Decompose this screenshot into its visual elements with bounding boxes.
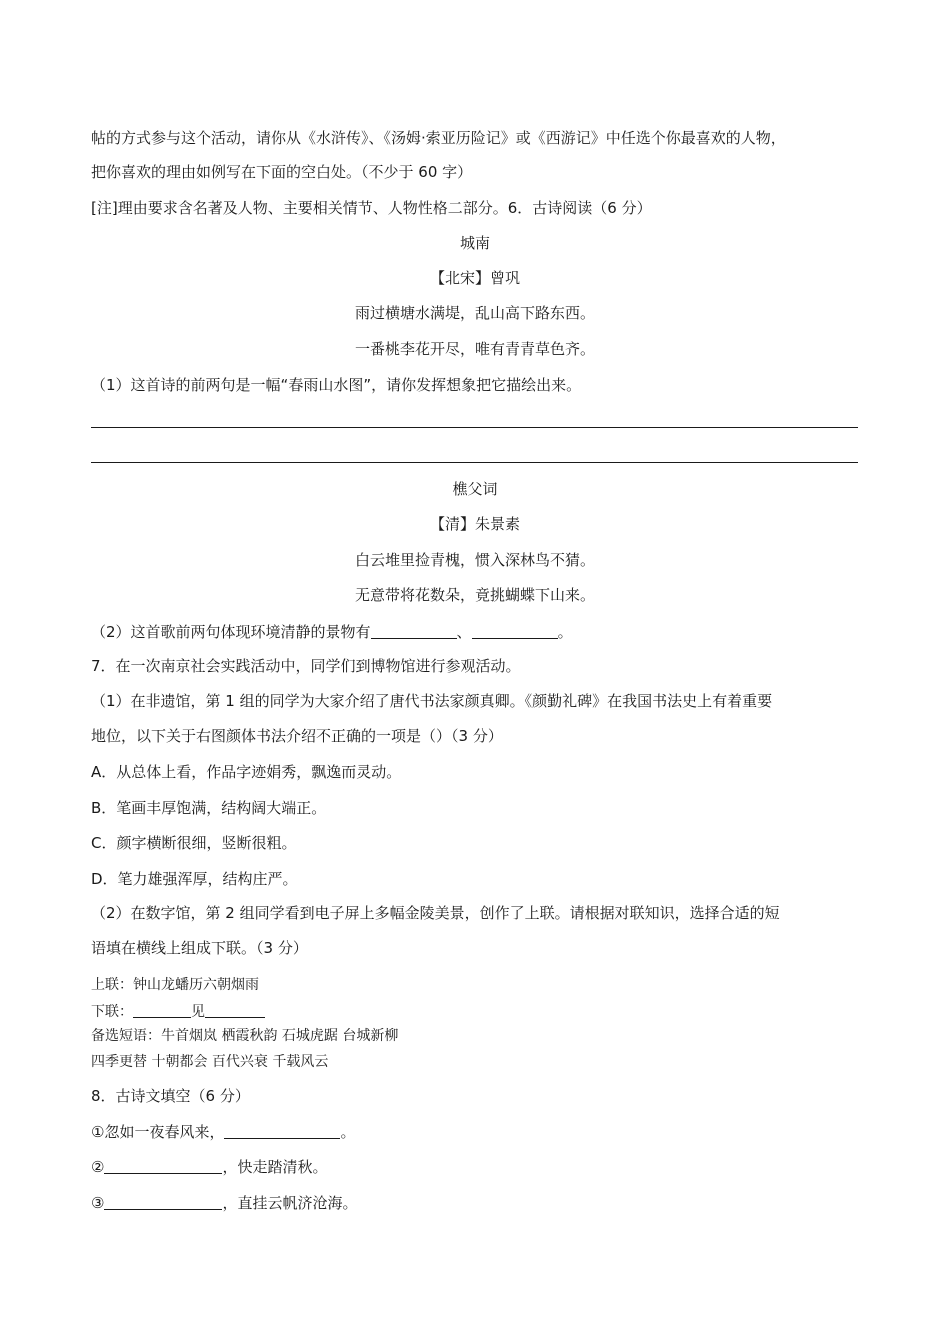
poem2-line-2: 无意带将花数朵，竟挑蝴蝶下山来。 [354,586,595,604]
item-3-marker: ③ [91,1194,105,1212]
item-3-text: ，直挂云帆济沧海。 [222,1194,358,1212]
question-8-item-2 [91,1159,327,1175]
poem2-title: 樵父词 [452,480,498,498]
poem2-author: 【清】朱景素 [429,515,520,533]
question-7-2-line-2: 语填在横线上组成下联。（3 分） [91,939,308,957]
phrase-options-line-2: 四季更替 十朝都会 百代兴衰 千载风云 [91,1054,329,1070]
poem2-line-1: 白云堆里捡青槐，惯入深林鸟不猜。 [354,551,595,569]
fill-blank[interactable] [224,1124,340,1139]
item-2-text: ，快走踏清秋。 [222,1158,328,1176]
option-b: B．笔画丰厚饱满，结构阔大端正。 [91,799,327,817]
question-6-2 [91,624,573,640]
question-7-1-line-2: 地位，以下关于右图颜体书法介绍不正确的一项是（）（3 分） [91,727,503,745]
fill-blank[interactable] [205,1003,265,1018]
question-8-item-1 [91,1124,355,1140]
fill-blank[interactable] [371,624,457,639]
item-1-end: 。 [340,1123,356,1141]
separator: 、 [456,623,472,641]
shanglian: 上联：钟山龙蟠历六朝烟雨 [91,977,259,993]
intro-line-2: 把你喜欢的理由如例写在下面的空白处。（不少于 60 字） [91,163,473,181]
xialian-label: 下联： [91,1004,133,1020]
intro-line-1: 帖的方式参与这个活动，请你从《水浒传》、《汤姆·索亚历险记》或《西游记》中任选个你最喜欢的人物， [91,129,786,147]
answer-line-1 [91,427,858,428]
fill-blank[interactable] [133,1003,191,1018]
poem1-line-2: 一番桃李花开尽，唯有青青草色齐。 [354,340,595,358]
item-1-text: ①忽如一夜春风来， [91,1123,225,1141]
intro-note: [注]理由要求含名著及人物、主要相关情节、人物性格二部分。6．古诗阅读（6 分） [91,199,652,217]
option-c: C．颜字横断很细，竖断很粗。 [91,834,297,852]
end-mark: 。 [557,623,573,641]
question-7-1-line-1: （1）在非遗馆，第 1 组的同学为大家介绍了唐代书法家颜真卿。《颜勤礼碑》在我国书法史上有着重要 [91,692,773,710]
fill-blank[interactable] [104,1159,222,1174]
option-a: A．从总体上看，作品字迹娟秀，飘逸而灵动。 [91,763,402,781]
question-6-2-text: （2）这首歌前两句体现环境清静的景物有 [91,623,371,641]
xialian-mid: 见 [191,1004,205,1020]
poem1-line-1: 雨过横塘水满堤，乱山高下路东西。 [354,304,595,322]
poem1-title: 城南 [459,234,490,252]
fill-blank[interactable] [104,1195,222,1210]
answer-line-2 [91,462,858,463]
item-2-marker: ② [91,1158,105,1176]
fill-blank[interactable] [472,624,558,639]
question-6-1: （1）这首诗的前两句是一幅“春雨山水图”，请你发挥想象把它描绘出来。 [91,376,582,394]
phrase-options-line-1: 备选短语：牛首烟岚 栖霞秋韵 石城虎踞 台城新柳 [91,1028,399,1044]
xialian [91,1003,265,1019]
option-d: D．笔力雄强浑厚，结构庄严。 [91,870,298,888]
poem1-author: 【北宋】曾巩 [429,269,520,287]
question-7-2-line-1: （2）在数字馆，第 2 组同学看到电子屏上多幅金陵美景，创作了上联。请根据对联知识，选择合适的短 [91,904,780,922]
question-8-title: 8．古诗文填空（6 分） [91,1087,250,1105]
question-8-item-3 [91,1195,357,1211]
question-7-title: 7．在一次南京社会实践活动中，同学们到博物馆进行参观活动。 [91,657,521,675]
